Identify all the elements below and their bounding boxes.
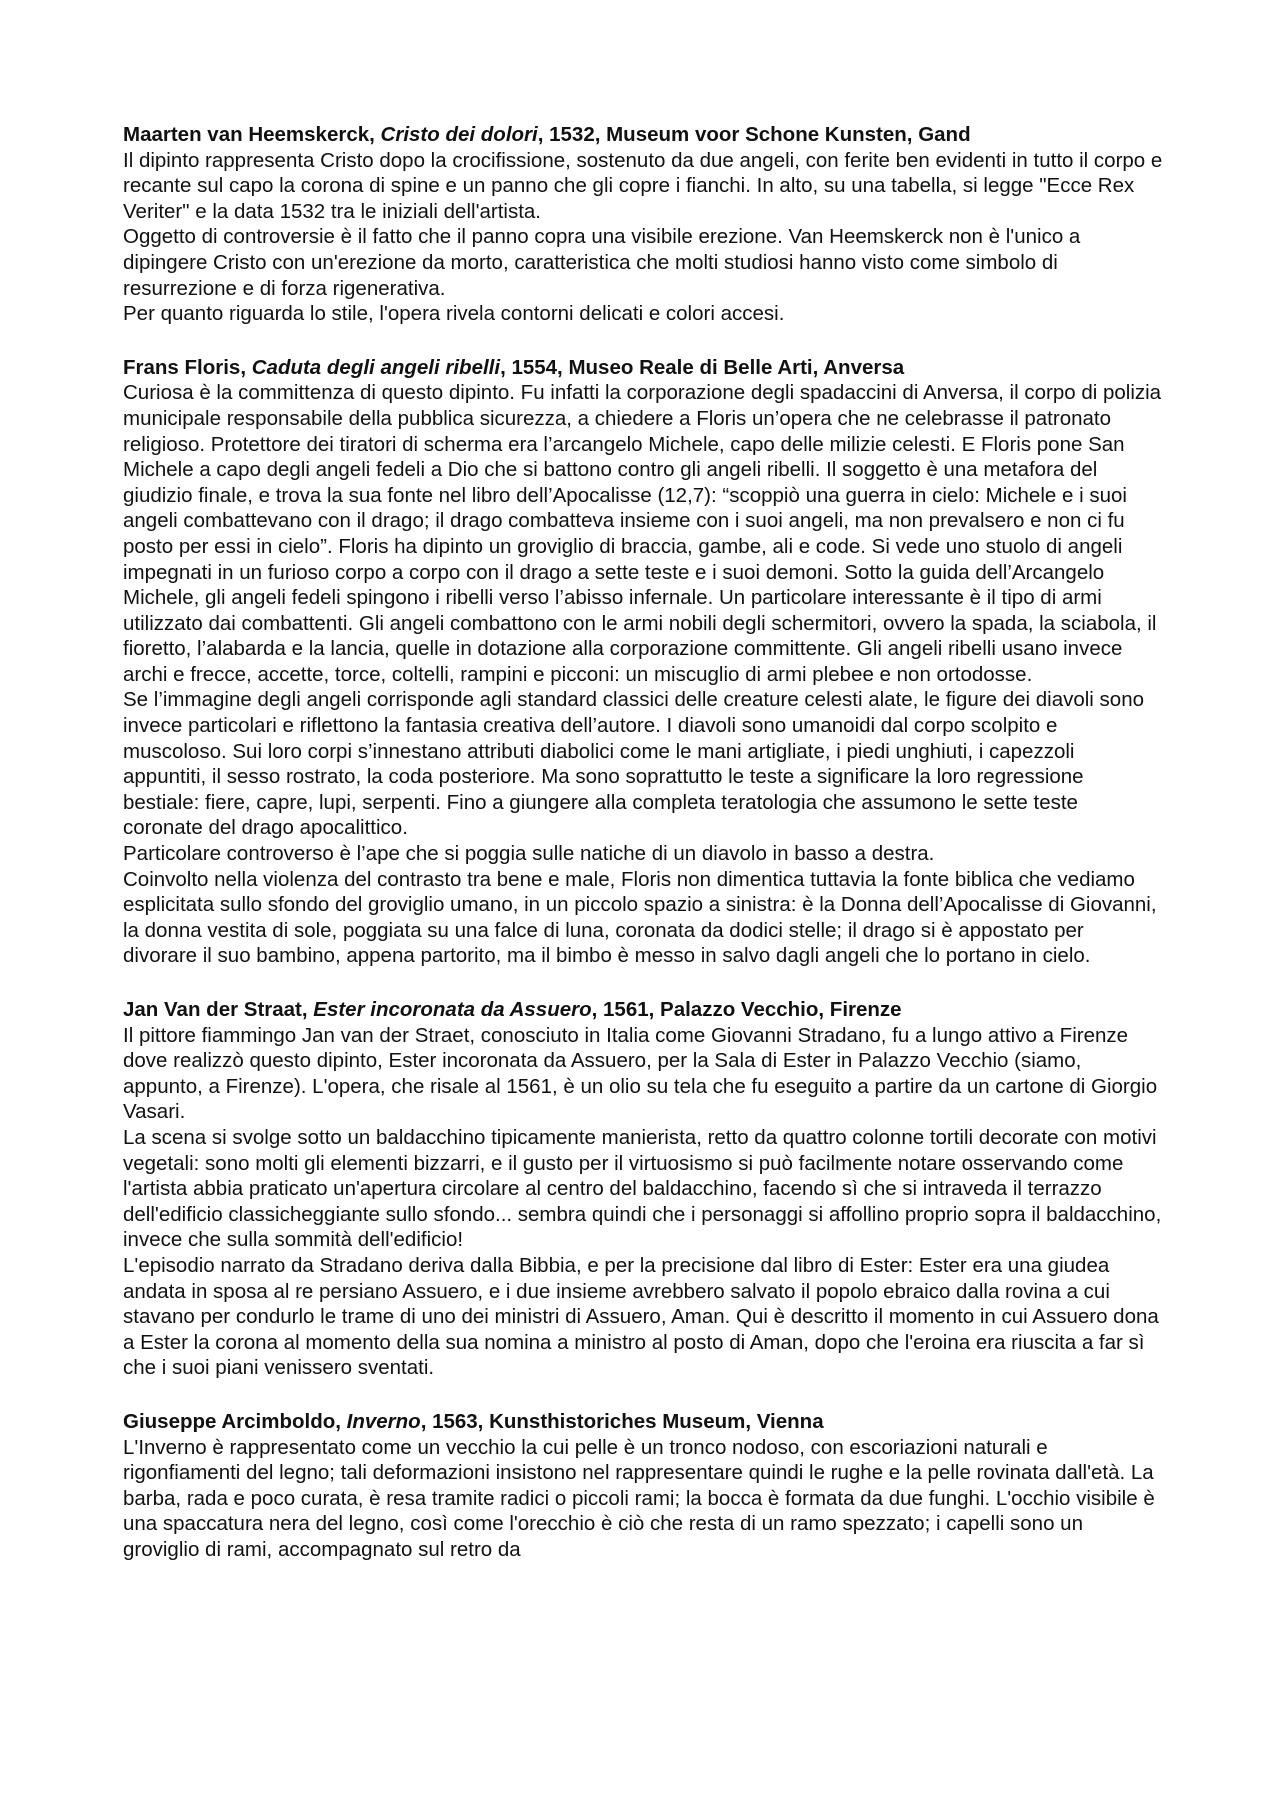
artwork-details: , 1561, Palazzo Vecchio, Firenze xyxy=(591,998,902,1021)
section-heemskerck xyxy=(123,122,1163,327)
paragraph: La scena si svolge sotto un baldacchino tipicamente manierista, retto da quattro colonne tortili decorate con motivi vegetali: sono molti gli elementi bizzarri, e il gusto per il virtuosismo si può facilmente notare osservando come l'artista abbia praticato un'apertura circolare al centro del baldacchino, facendo sì che si intraveda il terrazzo dell'edificio classicheggiante sullo sfondo... sembra quindi che i personaggi si affollino proprio sopra il baldacchino, invece che sulla sommità dell'edificio! xyxy=(123,1125,1162,1252)
paragraph: Particolare controverso è l’ape che si poggia sulle natiche di un diavolo in basso a destra. xyxy=(123,842,935,866)
document-page xyxy=(123,122,1163,1590)
artwork-title: Ester incoronata da Assuero xyxy=(313,998,592,1021)
section-heading xyxy=(123,355,1163,381)
paragraph: Per quanto riguarda lo stile, l'opera rivela contorni delicati e colori accesi. xyxy=(123,302,785,326)
section-heading xyxy=(123,997,1163,1023)
paragraph: L'episodio narrato da Stradano deriva dalla Bibbia, e per la precisione dal libro di Ester: Ester era una giudea andata in sposa al re persiano Assuero, e i due insieme avrebbero salvato il popolo ebraico dalla rovina a cui stavano per condurlo le trame di uno dei ministri di Assuero, Aman. Qui è descritto il momento in cui Assuero dona a Ester la corona al momento della sua nomina a ministro al posto di Aman, dopo che l'eroina era riuscita a far sì che i suoi piani venissero sventati. xyxy=(123,1253,1159,1380)
artwork-title: Cristo dei dolori xyxy=(380,123,538,146)
section-floris xyxy=(123,355,1163,969)
paragraph: Il pittore fiammingo Jan van der Straet, conosciuto in Italia come Giovanni Stradano, fu a lungo attivo a Firenze dove realizzò questo dipinto, Ester incoronata da Assuero, per la Sala di Ester in Palazzo Vecchio (siamo, appunto, a Firenze). L'opera, che risale al 1561, è un olio su tela che fu eseguito a partire da un cartone di Giorgio Vasari. xyxy=(123,1023,1158,1124)
paragraph: Curiosa è la committenza di questo dipinto. Fu infatti la corporazione degli spadaccini di Anversa, il corpo di polizia municipale responsabile della pubblica sicurezza, a chiedere a Floris un’opera che ne celebrasse il patronato religioso. Protettore dei tiratori di scherma era l’arcangelo Michele, capo delle milizie celesti. E Floris pone San Michele a capo degli angeli fedeli a Dio che si battono contro gli angeli ribelli. Il soggetto è una metafora del giudizio finale, e trova la sua fonte nel libro dell’Apocalisse (12,7): “scoppiò una guerra in cielo: Michele e i suoi angeli combattevano con il drago; il drago combatteva insieme con i suoi angeli, ma non prevalsero e non ci fu posto per essi in cielo”. Floris ha dipinto un groviglio di braccia, gambe, ali e code. Si vede uno stuolo di angeli impegnati in un furioso corpo a corpo con il drago a sette teste e i suoi demoni. Sotto la guida dell’Arcangelo Michele, gli angeli fedeli spingono i ribelli verso l’abisso infernale. Un particolare interessante è il tipo di armi utilizzato dai combattenti. Gli angeli combattono con le armi nobili degli schermitori, ovvero la spada, la sciabola, il fioretto, l’alabarda e la lancia, quelle in dotazione alla corporazione committente. Gli angeli ribelli usano invece archi e frecce, accette, torce, coltelli, rampini e picconi: un miscuglio di armi plebee e non ortodosse. xyxy=(123,381,1162,686)
artist-name: Frans Floris, xyxy=(123,355,252,379)
artwork-title: Caduta degli angeli ribelli xyxy=(251,355,501,379)
paragraph: L'Inverno è rappresentato come un vecchio la cui pelle è un tronco nodoso, con escoriazioni naturali e rigonfiamenti del legno; tali deformazioni insistono nel rappresentare quindi le rughe e la pelle rovinata dall'età. La barba, rada e poco curata, è resa tramite radici o piccoli rami; la bocca è formata da due funghi. L'occhio visibile è una spaccatura nera del legno, così come l'orecchio è ciò che resta di un ramo spezzato; i capelli sono un groviglio di rami, accompagnato sul retro da xyxy=(123,1435,1155,1561)
section-arcimboldo xyxy=(123,1409,1163,1563)
artist-name: Giuseppe Arcimboldo, xyxy=(123,1409,347,1433)
artwork-details: , 1554, Museo Reale di Belle Arti, Anversa xyxy=(500,355,905,379)
paragraph: Il dipinto rappresenta Cristo dopo la crocifissione, sostenuto da due angeli, con ferite ben evidenti in tutto il corpo e recante sul capo la corona di spine e un panno che gli copre i fianchi. In alto, su una tabella, si legge "Ecce Rex Veriter" e la data 1532 tra le iniziali dell'artista. xyxy=(123,148,1163,223)
artwork-details: , 1563, Kunsthistoriches Museum, Vienna xyxy=(420,1409,824,1433)
artwork-details: , 1532, Museum voor Schone Kunsten, Gand xyxy=(537,123,971,146)
section-van-der-straat xyxy=(123,997,1163,1381)
artwork-title: Inverno xyxy=(346,1409,421,1433)
artist-name: Maarten van Heemskerck, xyxy=(123,123,381,146)
paragraph: Se l’immagine degli angeli corrisponde agli standard classici delle creature celesti alate, le figure dei diavoli sono invece particolari e riflettono la fantasia creativa dell’autore. I diavoli sono umanoidi dal corpo scolpito e muscoloso. Sui loro corpi s’innestano attributi diabolici come le mani artigliate, i piedi unghiuti, i capezzoli appuntiti, il sesso rostrato, la coda posteriore. Ma sono soprattutto le teste a significare la loro regressione bestiale: fiere, capre, lupi, serpenti. Fino a giungere alla completa teratologia che assumono le sette teste coronate del drago apocalittico. xyxy=(123,688,1145,840)
section-heading xyxy=(123,1409,1163,1435)
paragraph: Coinvolto nella violenza del contrasto tra bene e male, Floris non dimentica tuttavia la fonte biblica che vediamo esplicitata sullo sfondo del groviglio umano, in un piccolo spazio a sinistra: è la Donna dell’Apocalisse di Giovanni, la donna vestita di sole, poggiata su una falce di luna, coronata da dodici stelle; il drago si è appostato per divorare il suo bambino, appena partorito, ma il bimbo è messo in salvo dagli angeli che lo portano in cielo. xyxy=(123,867,1157,968)
section-heading xyxy=(123,122,1163,148)
paragraph: Oggetto di controversie è il fatto che il panno copra una visibile erezione. Van Heemskerck non è l'unico a dipingere Cristo con un'erezione da morto, caratteristica che molti studiosi hanno visto come simbolo di resurrezione e di forza rigenerativa. xyxy=(123,225,1081,300)
artist-name: Jan Van der Straat, xyxy=(123,998,314,1021)
